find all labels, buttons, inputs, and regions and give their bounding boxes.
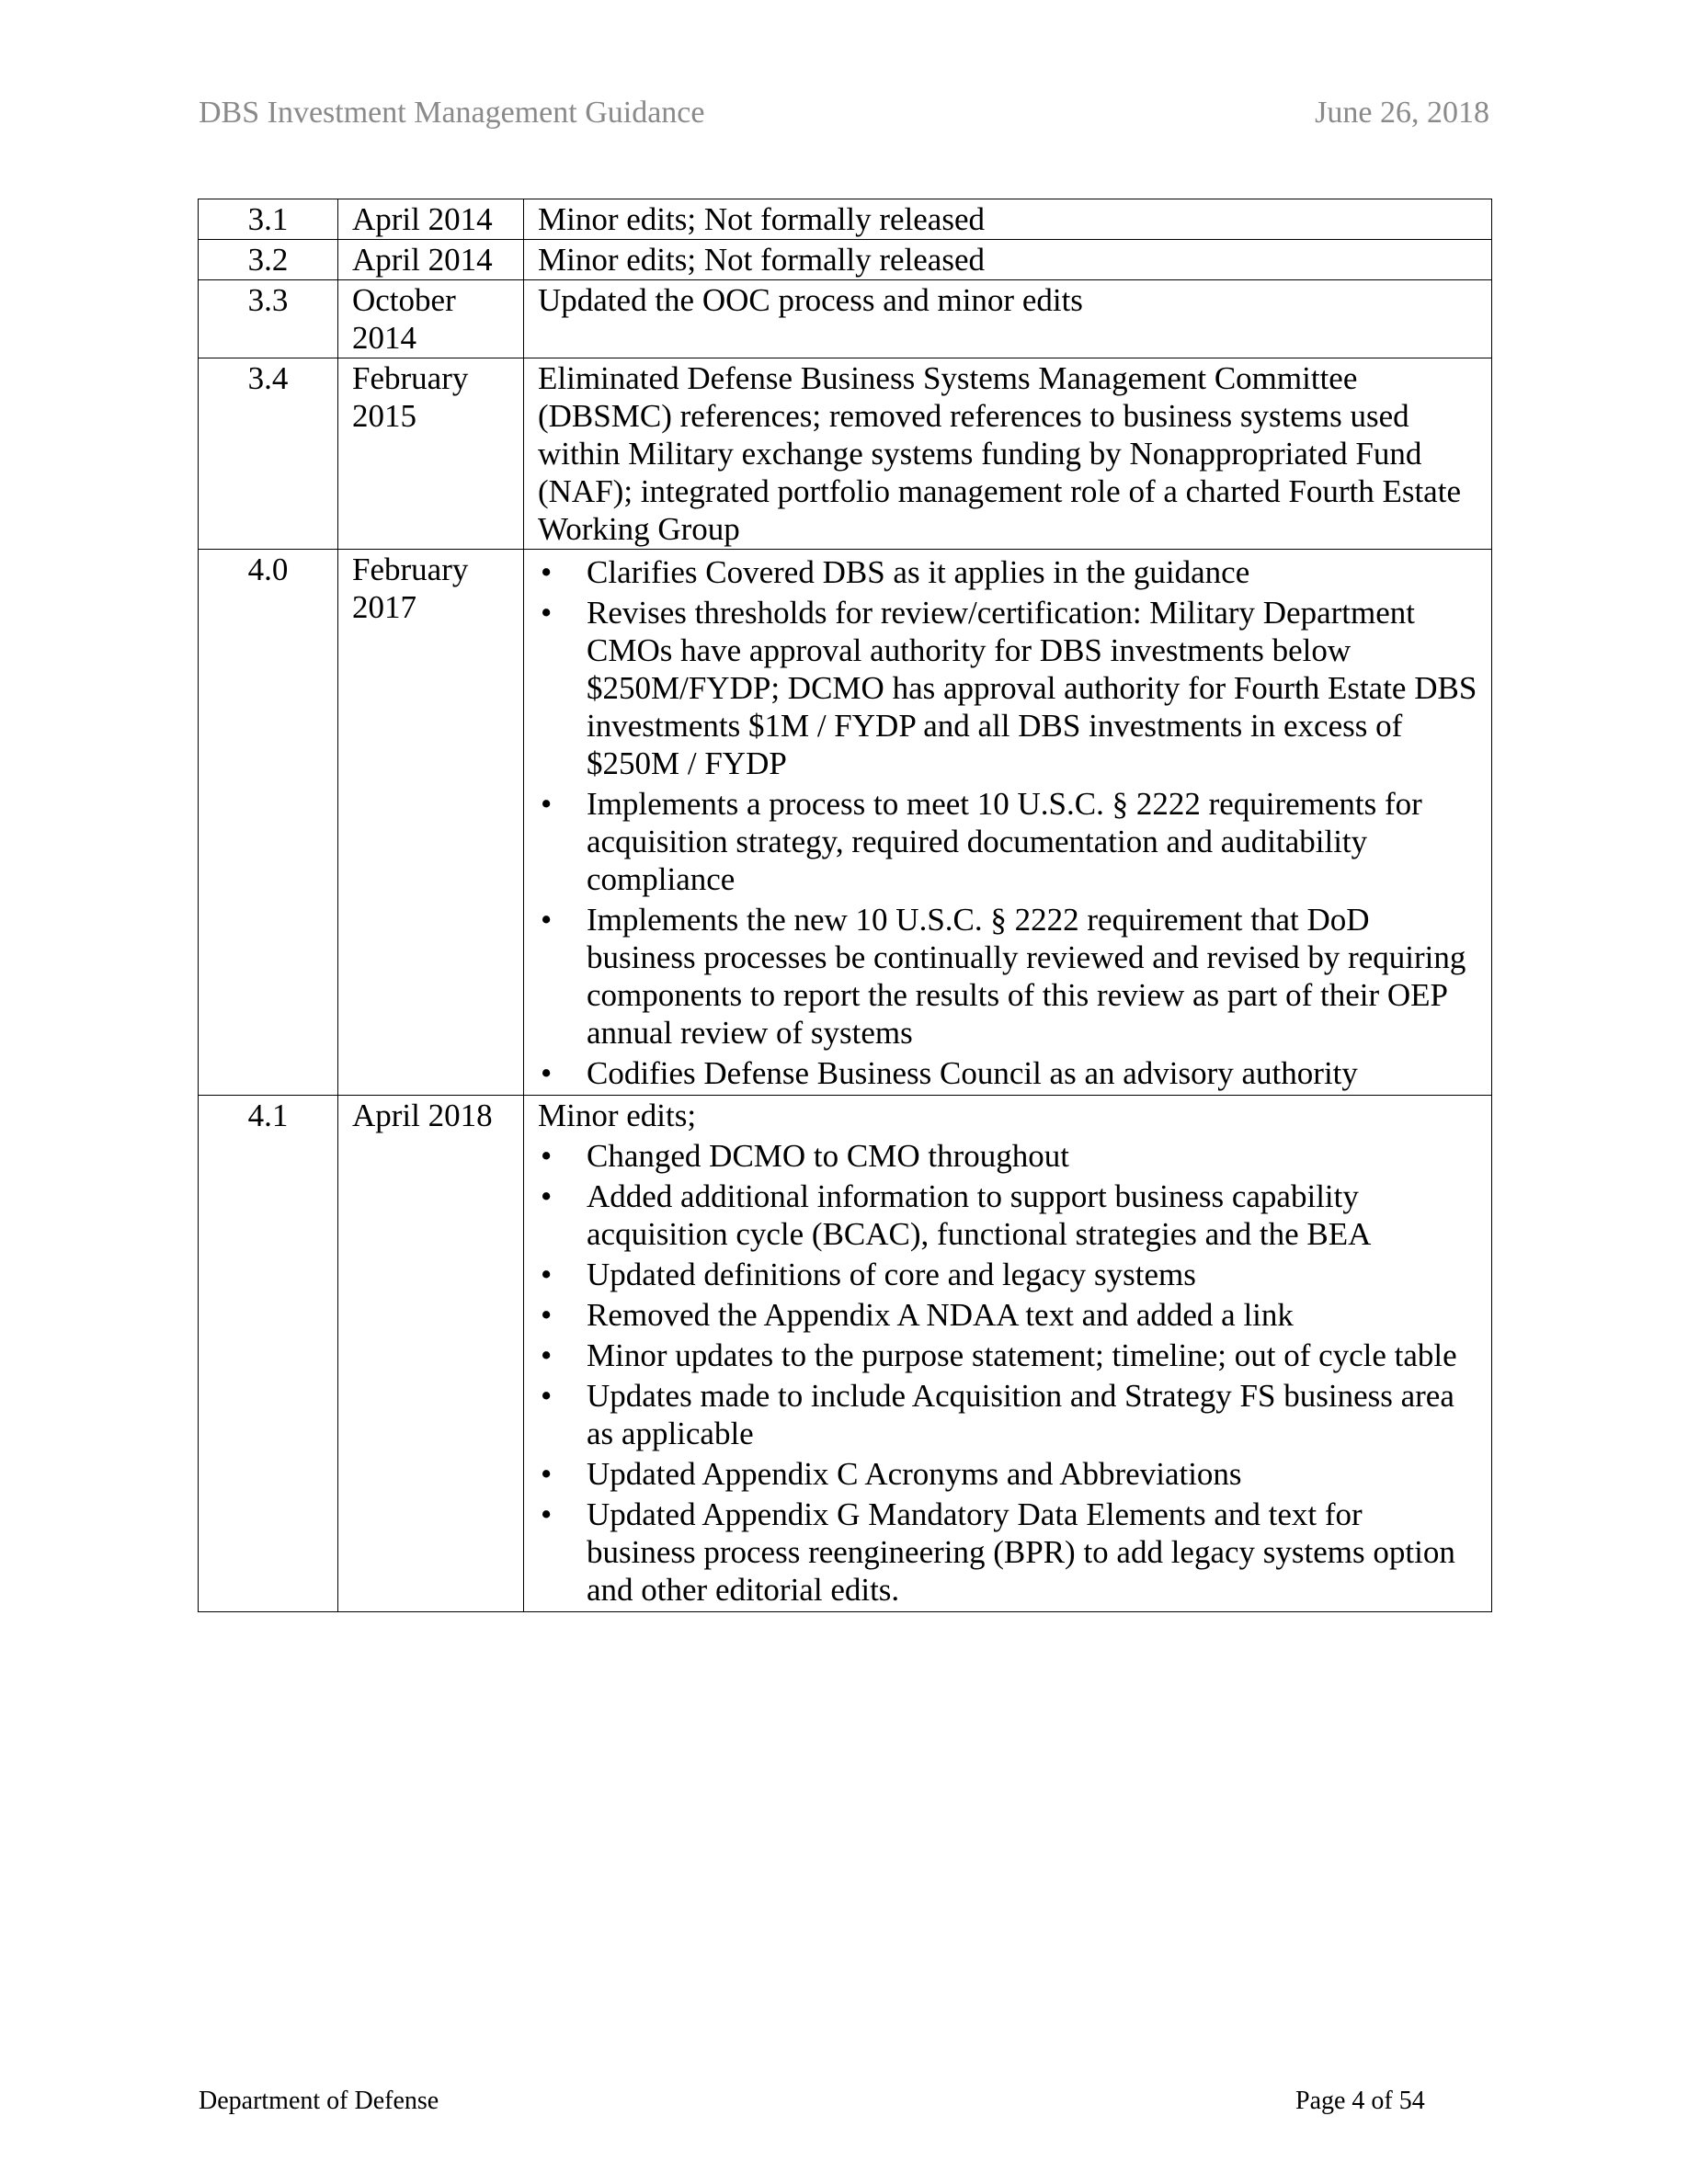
list-item: • Changed DCMO to CMO throughout — [538, 1137, 1477, 1175]
table-row — [199, 550, 1492, 1096]
description-cell: Minor edits; Not formally released — [524, 240, 1492, 280]
list-item: • Updated definitions of core and legacy systems — [538, 1256, 1477, 1293]
table-row — [199, 199, 1492, 240]
version-cell: 3.2 — [199, 240, 338, 280]
bullet-list — [538, 1137, 1477, 1609]
version-cell: 4.1 — [199, 1096, 338, 1612]
list-item: • Removed the Appendix A NDAA text and added a link — [538, 1296, 1477, 1334]
list-item: • Updated Appendix C Acronyms and Abbreviations — [538, 1455, 1477, 1493]
date-cell: October 2014 — [338, 280, 524, 358]
description-intro: Minor edits; — [538, 1098, 697, 1133]
revision-history-table — [198, 199, 1492, 1612]
version-cell: 4.0 — [199, 550, 338, 1096]
header-date: June 26, 2018 — [1315, 96, 1489, 130]
version-cell: 3.3 — [199, 280, 338, 358]
list-item: • Revises thresholds for review/certification: Military Department CMOs have approval authority for DBS investments below $250M/FYDP; DCMO has approval authority for Fourth Estate DBS investments $1M / FYDP and all DBS investments in excess of $250M / FYDP — [538, 594, 1477, 782]
list-item: • Updates made to include Acquisition and Strategy FS business area as applicable — [538, 1377, 1477, 1452]
list-item: • Added additional information to support business capability acquisition cycle (BCAC), functional strategies and the BEA — [538, 1177, 1477, 1253]
table-row — [199, 240, 1492, 280]
list-item: • Minor updates to the purpose statement; timeline; out of cycle table — [538, 1337, 1477, 1374]
description-cell — [524, 550, 1492, 1096]
list-item: • Codifies Defense Business Council as an advisory authority — [538, 1054, 1477, 1092]
date-cell: April 2014 — [338, 199, 524, 240]
date-cell: February 2017 — [338, 550, 524, 1096]
table-row — [199, 280, 1492, 358]
description-cell: Minor edits; Not formally released — [524, 199, 1492, 240]
footer-page-number: Page 4 of 54 — [1295, 2087, 1425, 2115]
list-item: • Clarifies Covered DBS as it applies in the guidance — [538, 553, 1477, 591]
list-item: • Implements a process to meet 10 U.S.C. § 2222 requirements for acquisition strategy, required documentation and auditability compliance — [538, 785, 1477, 898]
table-row — [199, 1096, 1492, 1612]
footer-organization: Department of Defense — [199, 2087, 439, 2115]
bullet-list — [538, 553, 1477, 1092]
list-item: • Updated Appendix G Mandatory Data Elements and text for business process reengineering (BPR) to add legacy systems option and other editorial edits. — [538, 1496, 1477, 1609]
date-cell: February 2015 — [338, 358, 524, 550]
version-cell: 3.4 — [199, 358, 338, 550]
description-cell — [524, 1096, 1492, 1612]
date-cell: April 2014 — [338, 240, 524, 280]
list-item: • Implements the new 10 U.S.C. § 2222 requirement that DoD business processes be continually reviewed and revised by requiring components to report the results of this review as part of their OEP annual review of systems — [538, 901, 1477, 1052]
table-row — [199, 358, 1492, 550]
description-cell: Eliminated Defense Business Systems Management Committee (DBSMC) references; removed references to business systems used within Military exchange systems funding by Nonappropriated Fund (NAF); integrated portfolio management role of a charted Fourth Estate Working Group — [524, 358, 1492, 550]
date-cell: April 2018 — [338, 1096, 524, 1612]
description-cell: Updated the OOC process and minor edits — [524, 280, 1492, 358]
version-cell: 3.1 — [199, 199, 338, 240]
header-title: DBS Investment Management Guidance — [199, 96, 705, 130]
